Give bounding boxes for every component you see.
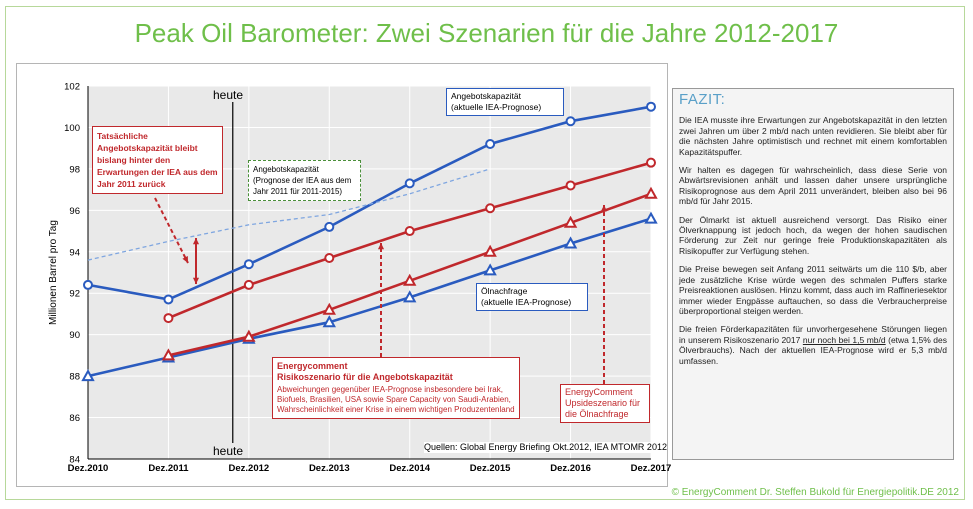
- y-axis-title: Millionen Barrel pro Tag: [48, 220, 59, 325]
- y-tick-label: 98: [69, 164, 80, 176]
- fazit-paragraph-1: Die IEA musste ihre Erwartungen zur Angebotskapazität in den letzten zwei Jahren um über 2 mb/d nach unten revidieren. Sie bleibt aber für die nächsten Jahre optimistisch und rechnet mit einem komfortablen Kapazitätspuffer.: [679, 115, 947, 157]
- y-tick-label: 88: [69, 371, 80, 383]
- supply-2011-line2: (Prognose der IEA aus dem: [253, 176, 352, 185]
- y-tick-label: 96: [69, 205, 80, 217]
- x-tick-label: Dez.2012: [228, 463, 270, 474]
- upside-box: [560, 384, 650, 423]
- upside-line3: die Ölnachfrage: [565, 409, 629, 419]
- demand-line1: Ölnachfrage: [481, 286, 528, 296]
- heute-label-top: heute: [213, 88, 244, 102]
- fazit-paragraph-4: Die Preise bewegen seit Anfang 2011 seitwärts um die 110 $/b, aber jede zusätzliche Krise würde wegen des schmalen Puffers starke Preisreaktionen auslösen. Hinzu kommt, dass auch im Raffineriesektor immer wieder Engpässe auftauchen, so dass die Verbraucherpreise überproportional steigen werden.: [679, 264, 947, 316]
- data-point-circle: [84, 281, 92, 289]
- data-point-circle: [245, 281, 253, 289]
- supply-2011-line3: Jahr 2011 für 2011-2015): [253, 187, 343, 196]
- supply-2011-line1: Angebotskapazität: [253, 165, 319, 174]
- demand-line2: (aktuelle IEA-Prognose): [481, 297, 572, 307]
- risk-scenario-box: [272, 357, 520, 419]
- y-tick-label: 90: [69, 330, 80, 342]
- data-point-circle: [406, 179, 414, 187]
- x-tick-label: Dez.2011: [148, 463, 189, 474]
- source-note: Quellen: Global Energy Briefing Okt.2012, IEA MTOMR 2012: [424, 442, 667, 452]
- x-tick-label: Dez.2015: [469, 463, 511, 474]
- fazit-paragraph-3: Der Ölmarkt ist aktuell ausreichend versorgt. Das Risiko einer Ölverknappung ist jedoch hoch, da wegen der hohen saudischen Förderung zur Zeit nur geringe freie Produktionskapazitäten als Risikopuffer zur Verfügung stehen.: [679, 214, 947, 256]
- x-tick-label: Dez.2013: [308, 463, 350, 474]
- data-point-circle: [164, 295, 172, 303]
- copyright-footer: © EnergyComment Dr. Steffen Bukold für Energiepolitik.DE 2012: [671, 487, 959, 498]
- x-tick-label: Dez.2016: [550, 463, 591, 474]
- y-tick-label: 84: [69, 454, 80, 466]
- supply-current-label: [446, 88, 564, 116]
- supply-current-line2: (aktuelle IEA-Prognose): [451, 102, 542, 112]
- fazit-paragraph-2: Wir halten es dagegen für wahrscheinlich, dass diese Serie von Abwärtsrevisionen anhält und lassen daher unsere ursprüngliche Risikoprognose aus dem April 2011 unverändert, bleiben also bei 96 mb/d für Jahr 2015.: [679, 165, 947, 207]
- x-tick-label: Dez.2017: [630, 463, 672, 474]
- fazit-p5-b: (etwa 1,5% des Ölverbrauchs). Nach der aktuellen IEA-Prognose wird er 5,3 mb/d umfassen.: [679, 334, 947, 366]
- risk-text: Abweichungen gegenüber IEA-Prognose insbesondere bei Irak, Biofuels, Brasilien, USA sowie Spare Capacity von Saudi-Arabien, Wahrscheinlichkeit einer Krise in einem wichtigen Produzentenland: [277, 385, 515, 414]
- demand-label: [476, 283, 588, 311]
- supply-current-line1: Angebotskapazität: [451, 91, 521, 101]
- upside-line1: EnergyComment: [565, 387, 633, 397]
- x-tick-label: Dez.2010: [67, 463, 109, 474]
- risk-title1: Energycomment: [277, 361, 348, 371]
- fazit-paragraph-5: [679, 324, 947, 366]
- fazit-p5-underlined: nur noch bei 1,5 mb/d: [802, 334, 886, 345]
- data-point-circle: [164, 314, 172, 322]
- y-tick-label: 100: [64, 122, 80, 134]
- data-point-circle: [567, 181, 575, 189]
- x-tick-label: Dez.2014: [389, 463, 431, 474]
- data-point-circle: [647, 159, 655, 167]
- y-tick-label: 94: [69, 247, 80, 259]
- data-point-circle: [325, 223, 333, 231]
- y-tick-label: 102: [64, 81, 80, 93]
- fazit-panel: [672, 88, 954, 460]
- data-point-circle: [486, 204, 494, 212]
- y-tick-label: 92: [69, 288, 80, 300]
- upside-line2: Upsideszenario für: [565, 398, 641, 408]
- heute-label-bottom: heute: [213, 444, 244, 458]
- iea-actual-annotation: Tatsächliche Angebotskapazität bleibt bislang hinter den Erwartungen der IEA aus dem Jahr 2011 zurück: [92, 126, 223, 194]
- data-point-circle: [245, 260, 253, 268]
- fazit-heading: FAZIT:: [679, 91, 726, 108]
- data-point-circle: [325, 254, 333, 262]
- data-point-circle: [567, 117, 575, 125]
- fazit-p5-a: Die freien Förderkapazitäten für unvorhergesehene Störungen liegen in unserem Risikoszenario 2017: [679, 324, 947, 345]
- y-tick-label: 86: [69, 413, 80, 425]
- data-point-circle: [486, 140, 494, 148]
- page-title: Peak Oil Barometer: Zwei Szenarien für die Jahre 2012-2017: [134, 18, 839, 48]
- risk-title2: Risikoszenario für die Angebotskapazität: [277, 372, 453, 382]
- data-point-circle: [406, 227, 414, 235]
- supply-2011-label: [248, 160, 361, 201]
- data-point-circle: [647, 103, 655, 111]
